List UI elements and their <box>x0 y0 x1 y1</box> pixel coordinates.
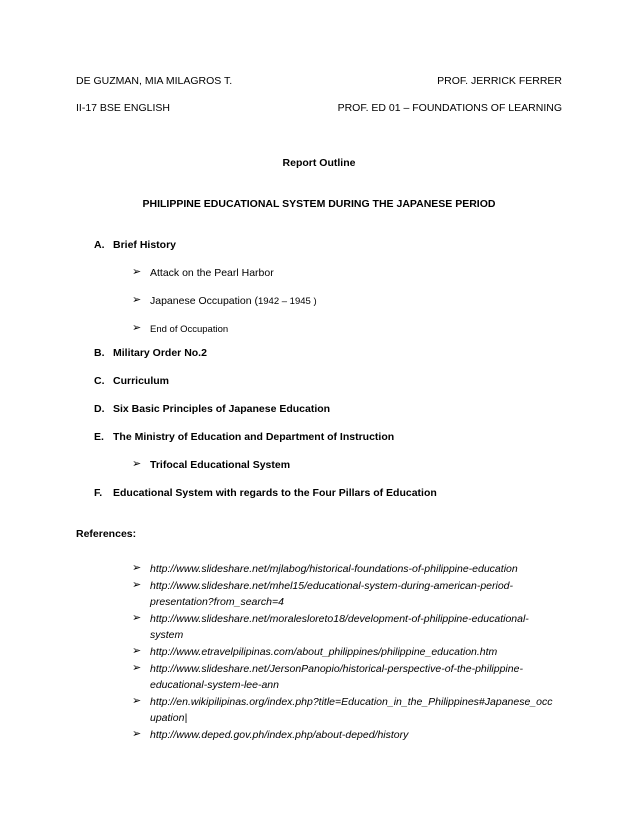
reference-link-5[interactable]: http://www.slideshare.net/JersonPanopio/historical-perspective-of-the-philippine- <box>150 663 523 675</box>
reference-link-2-continued[interactable]: presentation?from_search=4 <box>150 596 284 608</box>
report-title: Report Outline <box>282 157 356 169</box>
bullet-arrow-icon: ➢ <box>132 579 142 591</box>
outline-letter-a: A. <box>94 239 105 251</box>
bullet-arrow-icon: ➢ <box>132 612 142 624</box>
outline-letter-e: E. <box>94 431 104 443</box>
bullet-arrow-icon: ➢ <box>132 458 142 470</box>
references-heading: References: <box>76 528 137 540</box>
professor-name: PROF. JERRICK FERRER <box>437 75 562 87</box>
reference-link-2[interactable]: http://www.slideshare.net/mhel15/educational-system-during-american-period- <box>150 580 514 592</box>
reference-link-4[interactable]: http://www.etravelpilipinas.com/about_philippines/philippine_education.htm <box>150 646 498 658</box>
outline-c-heading: Curriculum <box>113 375 170 387</box>
outline-d-heading: Six Basic Principles of Japanese Education <box>113 403 331 415</box>
outline-letter-d: D. <box>94 403 105 415</box>
outline-a-item-2-dates: 1942 – 1945 ) <box>257 296 317 307</box>
reference-link-6-continued[interactable]: upation| <box>150 712 188 724</box>
bullet-arrow-icon: ➢ <box>132 662 142 674</box>
outline-letter-b: B. <box>94 347 105 359</box>
student-section: II-17 BSE ENGLISH <box>76 102 170 114</box>
bullet-arrow-icon: ➢ <box>132 294 142 306</box>
outline-f-heading: Educational System with regards to the Four Pillars of Education <box>113 487 437 499</box>
outline-a-item-3: End of Occupation <box>150 324 229 335</box>
outline-e-heading: The Ministry of Education and Department of Instruction <box>113 431 395 443</box>
outline-a-item-2-main: Japanese Occupation ( <box>150 295 258 307</box>
outline-letter-f: F. <box>94 487 103 499</box>
reference-link-3[interactable]: http://www.slideshare.net/moralesloreto18/development-of-philippine-educational- <box>150 613 529 625</box>
course-title: PROF. ED 01 – FOUNDATIONS OF LEARNING <box>337 102 562 114</box>
bullet-arrow-icon: ➢ <box>132 645 142 657</box>
student-name: DE GUZMAN, MIA MILAGROS T. <box>76 75 233 87</box>
reference-link-5-continued[interactable]: educational-system-lee-ann <box>150 679 279 691</box>
outline-a-item-1: Attack on the Pearl Harbor <box>150 267 274 279</box>
reference-link-6[interactable]: http://en.wikipilipinas.org/index.php?title=Education_in_the_Philippines#Japanese_occ <box>150 696 553 708</box>
bullet-arrow-icon: ➢ <box>132 562 142 574</box>
reference-link-3-continued[interactable]: system <box>150 629 184 641</box>
report-subtitle: PHILIPPINE EDUCATIONAL SYSTEM DURING THE JAPANESE PERIOD <box>142 198 496 210</box>
outline-e-item-1: Trifocal Educational System <box>150 459 291 471</box>
bullet-arrow-icon: ➢ <box>132 695 142 707</box>
reference-link-1[interactable]: http://www.slideshare.net/mjlabog/historical-foundations-of-philippine-education <box>150 563 518 575</box>
outline-a-heading: Brief History <box>113 239 177 251</box>
reference-link-7[interactable]: http://www.deped.gov.ph/index.php/about-deped/history <box>150 729 409 741</box>
bullet-arrow-icon: ➢ <box>132 728 142 740</box>
outline-b-heading: Military Order No.2 <box>113 347 207 359</box>
outline-letter-c: C. <box>94 375 105 387</box>
bullet-arrow-icon: ➢ <box>132 322 142 334</box>
outline-a-item-2 <box>150 295 317 307</box>
bullet-arrow-icon: ➢ <box>132 266 142 278</box>
